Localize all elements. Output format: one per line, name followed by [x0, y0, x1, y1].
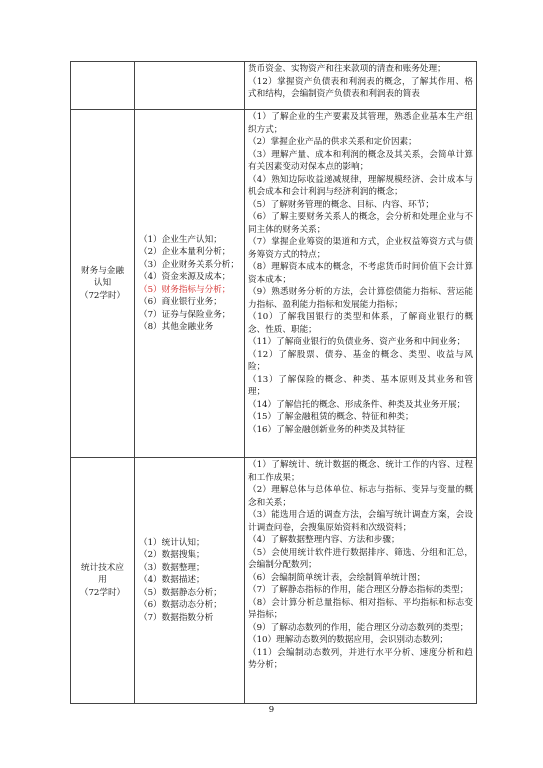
course-cell [71, 110, 135, 458]
course-name: 用 [98, 575, 107, 586]
requirement-item: （8）理解资本成本的概念，不考虑货币时间价值下会计算资本成本； [248, 262, 473, 285]
course-name: 统计技术应 [81, 562, 124, 573]
curriculum-table-body [71, 62, 477, 704]
requirement-item: （1）了解企业的生产要素及其管理，熟悉企业基本生产组织方式； [248, 112, 473, 135]
requirement-item: （4）熟知边际收益递减规律，理解规模经济、会计成本与机会成本和会计利润与经济利润的概念； [248, 174, 473, 197]
requirement-item: （6）了解主要财务关系人的概念，会分析和处理企业与不同主体的财务关系； [248, 212, 473, 235]
requirement-item: （5）会使用统计软件进行数据排序、筛选、分组和汇总，会编制分配数列； [248, 547, 473, 570]
course-hours: （72学时） [79, 587, 126, 598]
content-item: （2）企业本量利分析； [139, 247, 231, 257]
requirement-item: （4）了解数据整理内容、方法和步骤； [248, 535, 400, 545]
requirement-item: （11）会编制动态数列，并进行水平分析、速度分析和趋势分析； [248, 647, 473, 670]
course-name: 认知 [93, 278, 112, 289]
requirements-cell [245, 110, 477, 458]
content-cell [135, 62, 245, 110]
requirement-item: （3）能选用合适的调查方法，会编写统计调查方案，会设计调查问卷，会搜集原始资料和次级资料； [248, 510, 473, 533]
requirement-item: （1）了解统计、统计数据的概念、统计工作的内容、过程和工作成果； [248, 460, 473, 483]
curriculum-table [70, 61, 477, 704]
content-item: （7）数据指数分析 [139, 612, 214, 623]
requirement-item: （9）熟悉财务分析的方法，会计算偿债能力指标、营运能力指标、盈利能力指标和发展能力指标； [248, 287, 473, 310]
requirement-item: （10）理解动态数列的数据应用，会识别动态数列； [248, 635, 448, 645]
requirement-item: （7）掌握企业筹资的渠道和方式，企业权益筹资方式与债务筹资方式的特点； [248, 237, 473, 260]
requirement-item: （2）理解总体与总体单位、标志与指标、变异与变量的概念和关系； [248, 485, 473, 508]
requirement-item: （16）了解金融创新业务的种类及其特征 [248, 424, 406, 435]
course-cell [71, 458, 135, 704]
requirement-item: （12）掌握资产负债表和利润表的概念，了解其作用、格式和结构，会编制资产负债表和利润表的简表 [248, 76, 473, 99]
page-number: 9 [268, 705, 275, 715]
content-item: （1）企业生产认知； [139, 234, 222, 245]
content-item: （4）资金来源及成本； [139, 272, 231, 282]
requirement-item: （12）了解股票、债券、基金的概念、类型、收益与风险； [248, 349, 473, 372]
content-item-highlighted: （5）财务指标与分析； [139, 284, 231, 295]
content-item: （5）数据静态分析； [139, 587, 222, 598]
course-cell [71, 62, 135, 110]
requirement-item: （5）了解财务管理的概念、目标、内容、环节； [248, 199, 434, 210]
content-item: （6）商业银行业务； [139, 297, 222, 307]
requirement-item: （14）了解信托的概念、形成条件、种类及其业务开展； [248, 399, 466, 410]
requirement-item: （13）了解保险的概念、种类、基本原则及其业务和管理； [248, 374, 473, 397]
requirement-item: （9）了解动态数列的作用，能合理区分动态数列的类型； [248, 622, 469, 633]
table-row [71, 110, 477, 458]
requirement-item: （2）掌握企业产品的供求关系和定价因素； [248, 137, 417, 147]
requirement-item: （3）理解产量、成本和利润的概念及其关系，会简单计算有关因素变动对保本点的影响； [248, 149, 473, 172]
requirements-cell [245, 458, 477, 704]
content-cell [135, 110, 245, 458]
requirement-item: 货币资金、实物资产和往来款项的清查和账务处理； [248, 64, 446, 74]
table-row [71, 458, 477, 704]
requirement-item: （8）会计算分析总量指标、相对指标、平均指标和标志变异指标； [248, 597, 473, 620]
content-item: （3）数据整理； [139, 562, 205, 573]
content-item: （3）企业财务关系分析； [139, 259, 239, 270]
content-item: （1）统计认知； [139, 537, 205, 548]
content-cell [135, 458, 245, 704]
content-item: （2）数据搜集； [139, 550, 205, 561]
requirement-item: （11）了解商业银行的负债业务、资产业务和中间业务； [248, 337, 466, 347]
course-name: 财务与金融 [81, 265, 124, 276]
content-item: （7）证券与保险业务； [139, 309, 231, 320]
content-item: （6）数据动态分析； [139, 600, 222, 611]
requirement-item: （6）会编制简单统计表，会绘制简单统计图； [248, 572, 426, 583]
content-item: （8）其他金融业务 [139, 322, 214, 332]
content-item: （4）数据描述； [139, 575, 205, 586]
requirements-cell [245, 62, 477, 110]
table-row [71, 62, 477, 110]
requirement-item: （15）了解金融租赁的概念、特征和种类； [248, 412, 414, 422]
course-hours: （72学时） [79, 290, 126, 301]
requirement-item: （7）了解静态指标的作用，能合理区分静态指标的类型； [248, 585, 469, 595]
requirement-item: （10）了解我国银行的类型和体系，了解商业银行的概念、性质、职能； [248, 312, 473, 335]
